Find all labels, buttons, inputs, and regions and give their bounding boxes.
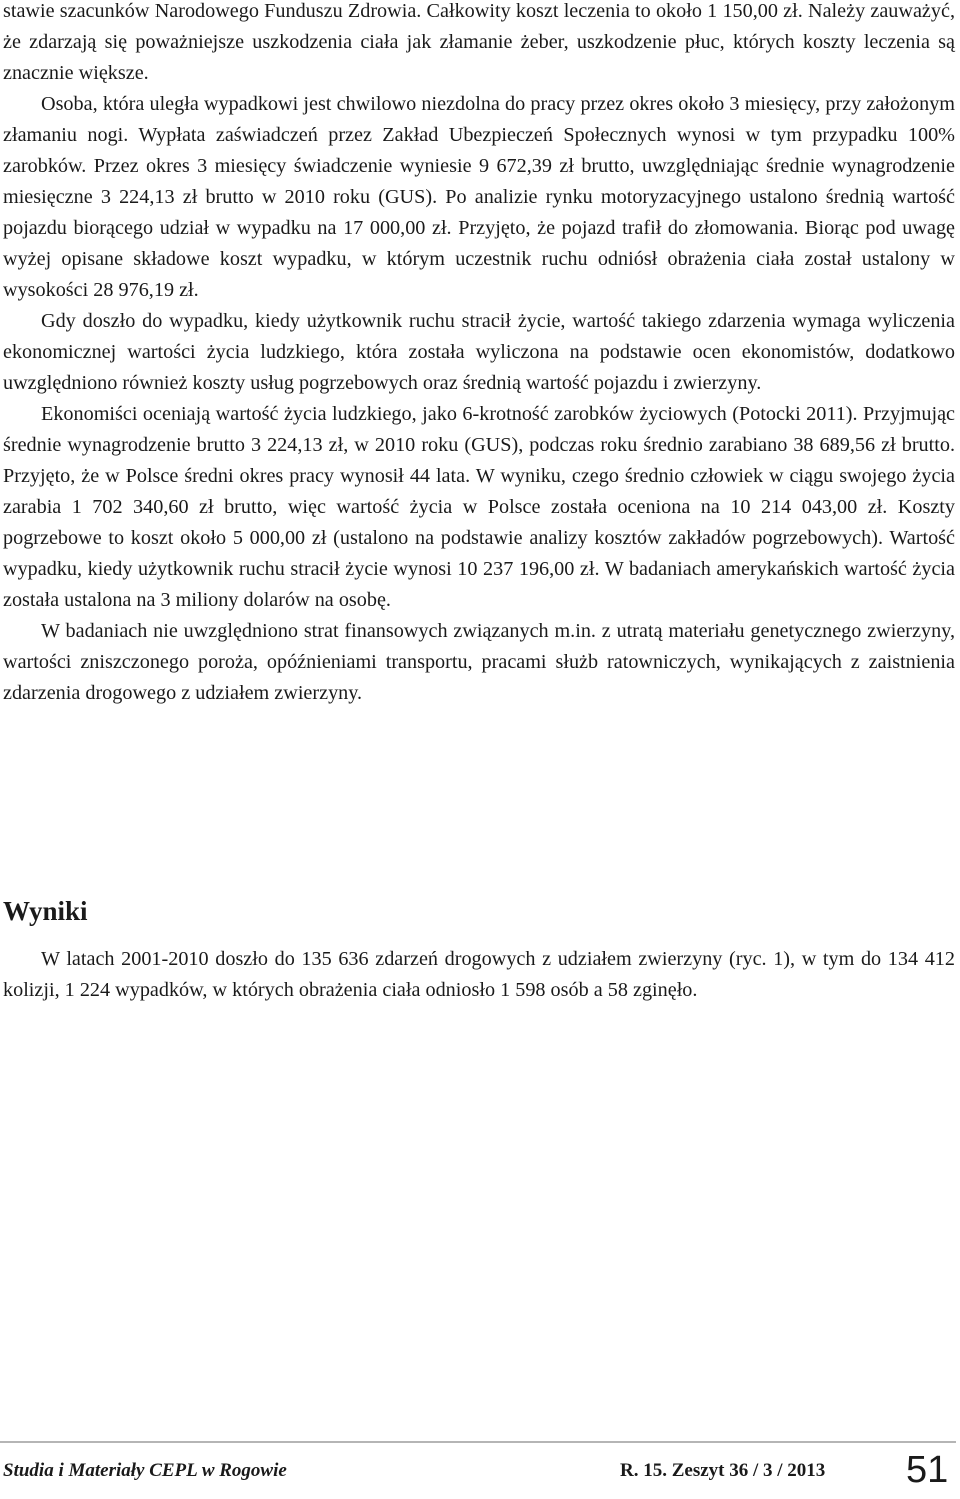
page-number: 51 — [906, 1449, 949, 1491]
paragraph-exclusions: W badaniach nie uwzględniono strat finansowych związanych m.in. z utratą materiału genetycznego zwierzyny, wartości zniszczonego poroża, opóźnieniami transportu, pracami służb ratowniczych, wynikających z zaistnienia zdarzenia drogowego z udziałem zwierzyny. — [3, 620, 955, 704]
results-section — [3, 944, 955, 1006]
paragraph-injury-cost: Osoba, która uległa wypadkowi jest chwilowo niezdolna do pracy przez okres około 3 miesięcy, przy założonym złamaniu nogi. Wypłata zaświadczeń przez Zakład Ubezpieczeń Społecznych wynosi w tym przypadku 100% zarobków. Przez okres 3 miesięcy świadczenie wyniesie 9 672,39 zł brutto, uwzględniając średnie wynagrodzenie miesięczne 3 224,13 zł brutto w 2010 roku (GUS). Po analizie rynku motoryzacyjnego ustalono średnią wartość pojazdu biorącego udział w wypadku na 17 000,00 zł. Przyjęto, że pojazd trafił do złomowania. Biorąc pod uwagę wyżej opisane składowe koszt wypadku, w którym uczestnik ruchu odniósł obrażenia ciała został ustalony w wysokości 28 976,19 zł. — [3, 93, 955, 301]
footer-journal-title: Studia i Materiały CEPL w Rogowie — [3, 1460, 287, 1481]
paragraph-continuation: stawie szacunków Narodowego Funduszu Zdrowia. Całkowity koszt leczenia to około 1 150,00 zł. Należy zauważyć, że zdarzają się poważniejsze uszkodzenia ciała jak złamanie żeber, uszkodzenie płuc, których koszty leczenia są znacznie większe. — [3, 0, 955, 84]
paragraph-life-value: Ekonomiści oceniają wartość życia ludzkiego, jako 6-krotność zarobków życiowych (Potocki 2011). Przyjmując średnie wynagrodzenie brutto 3 224,13 zł, w 2010 roku (GUS), podczas roku średnio zarabiano 38 689,56 zł brutto. Przyjęto, że w Polsce średni okres pracy wynosił 44 lata. W wyniku, czego średnio człowiek w ciągu swojego życia zarabia 1 702 340,60 zł brutto, więc wartość życia w Polsce została oceniona na 10 214 043,00 zł. Koszty pogrzebowe to koszt około 5 000,00 zł (ustalono na podstawie analizy kosztów zakładów pogrzebowych). Wartość wypadku, kiedy użytkownik ruchu stracił życie wynosi 10 237 196,00 zł. W badaniach amerykańskich wartość życia została ustalona na 3 miliony dolarów na osobę. — [3, 403, 955, 611]
article-body — [3, 0, 955, 709]
paragraph-fatality: Gdy doszło do wypadku, kiedy użytkownik ruchu stracił życie, wartość takiego zdarzenia wymaga wyliczenia ekonomicznej wartości życia ludzkiego, która została wyliczona na podstawie ocen ekonomistów, dodatkowo uwzględniono również koszty usług pogrzebowych oraz średnią wartość pojazdu i zwierzyny. — [3, 310, 955, 394]
footer-issue-info: R. 15. Zeszyt 36 / 3 / 2013 — [620, 1460, 826, 1481]
footer-divider — [0, 1441, 956, 1443]
paragraph-results: W latach 2001-2010 doszło do 135 636 zdarzeń drogowych z udziałem zwierzyny (ryc. 1), w tym do 134 412 kolizji, 1 224 wypadków, w których obrażenia ciała odniosło 1 598 osób a 58 zginęło. — [3, 948, 955, 1001]
section-heading-results: Wyniki — [3, 896, 88, 926]
